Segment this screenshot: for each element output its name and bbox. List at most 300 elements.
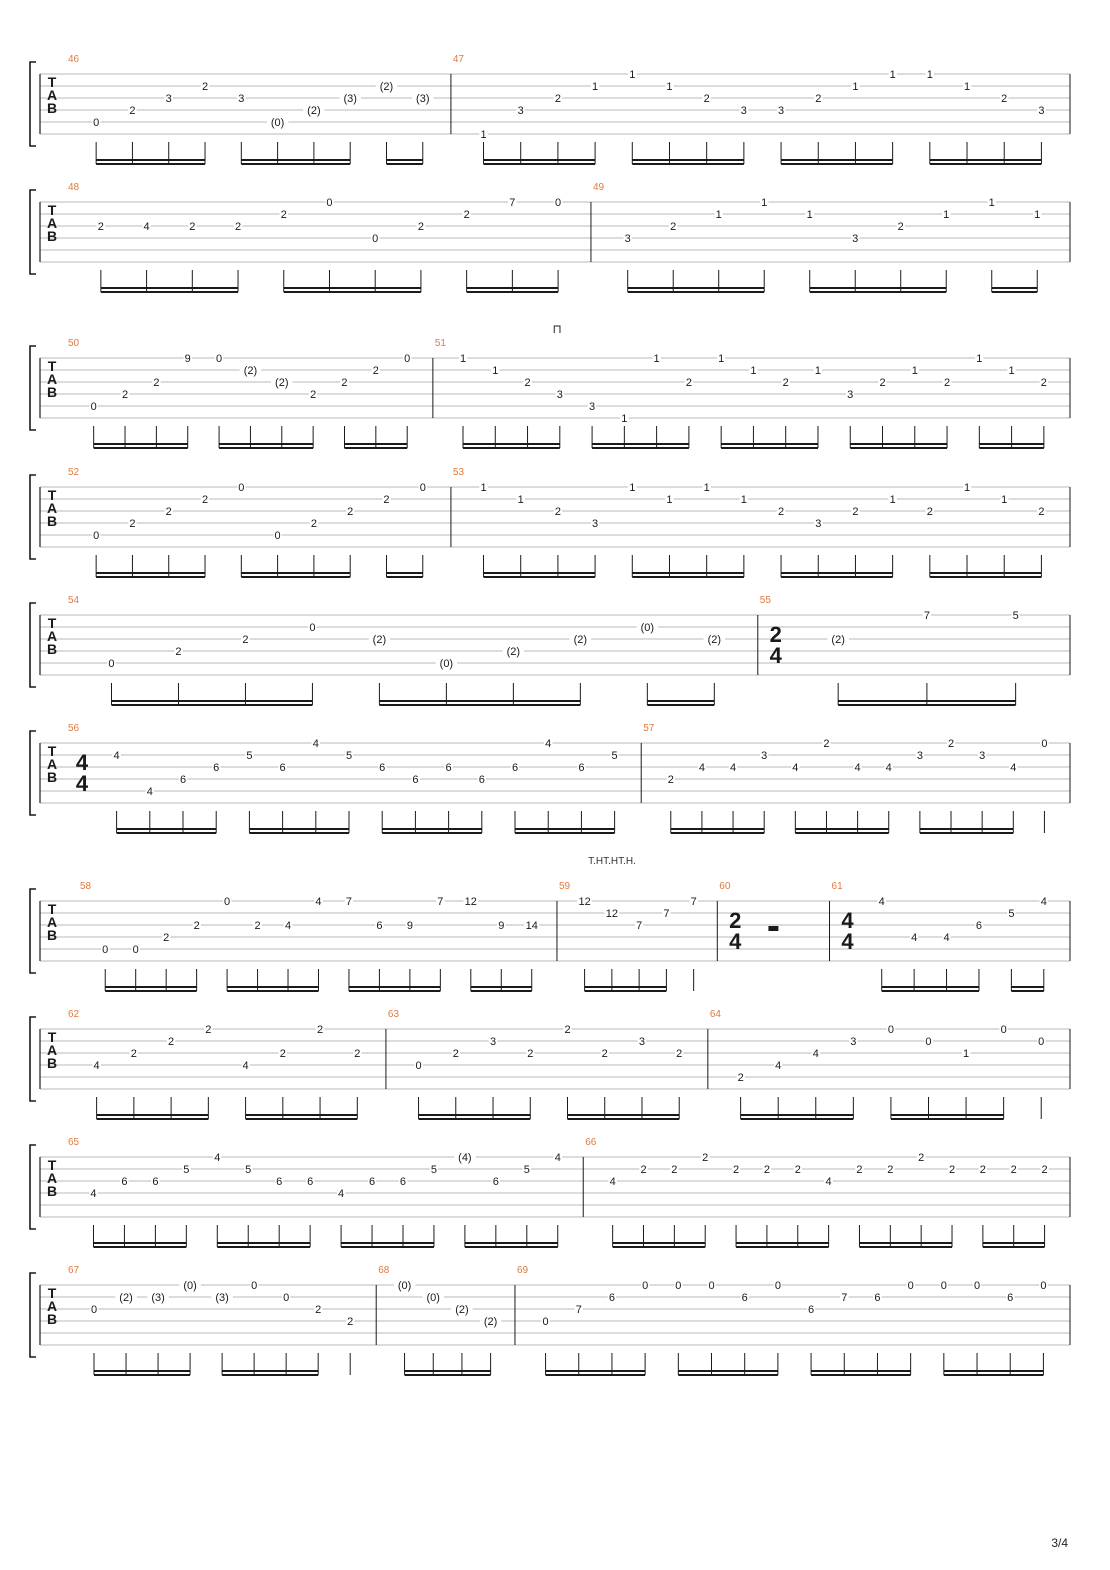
fret-number: 3	[740, 105, 747, 117]
tab-clef-letter: T	[47, 202, 57, 218]
fret-number: 4	[146, 786, 153, 798]
fret-number: 2	[205, 1024, 212, 1036]
fret-number: 3	[589, 401, 596, 413]
tab-clef-letter: A	[46, 500, 58, 516]
tab-clef-letter: A	[46, 1170, 58, 1186]
fret-number: 0	[372, 233, 379, 245]
fret-number: 2	[310, 389, 317, 401]
fret-number: 2	[310, 518, 317, 530]
fret-number: 3	[1038, 105, 1045, 117]
fret-number: 1	[666, 81, 673, 93]
measure-number: 47	[452, 54, 465, 65]
fret-number: 5	[183, 1164, 190, 1176]
fret-number: 0	[93, 530, 100, 542]
fret-number: (2)	[275, 377, 289, 389]
fret-number: 4	[315, 896, 322, 908]
fret-number: 0	[326, 197, 333, 209]
fret-number: 3	[761, 750, 768, 762]
fret-number: 2	[1010, 1164, 1017, 1176]
fret-number: 2	[279, 1048, 286, 1060]
tab-clef-letter: B	[46, 1311, 58, 1327]
fret-number: 1	[963, 1048, 970, 1060]
rest	[768, 926, 778, 931]
fret-number: 3	[979, 750, 986, 762]
staff-system	[30, 881, 1070, 991]
measure-number: 51	[434, 338, 446, 349]
fret-number: 3	[916, 750, 923, 762]
fret-number: 6	[213, 762, 220, 774]
fret-number: 2	[189, 221, 196, 233]
fret-number: 1	[718, 353, 725, 365]
fret-number: 2	[254, 920, 261, 932]
fret-number: 9	[498, 920, 505, 932]
measure-51	[433, 338, 1048, 448]
time-signature-bottom: 4	[729, 929, 742, 954]
measure-52	[68, 467, 427, 577]
systems-layer	[30, 54, 1070, 1375]
fret-number: 4	[1010, 762, 1017, 774]
tab-clef-letter: T	[47, 1029, 57, 1045]
fret-number: 2	[823, 738, 830, 750]
fret-number: 2	[554, 506, 561, 518]
tab-clef-letter: B	[46, 513, 58, 529]
fret-number: 4	[284, 920, 292, 932]
fret-number: 3	[238, 93, 245, 105]
fret-number: 5	[430, 1164, 438, 1176]
fret-number: 0	[251, 1280, 258, 1292]
fret-number: 4	[554, 1152, 561, 1164]
fret-number: 0	[940, 1280, 947, 1292]
fret-number: (0)	[183, 1280, 197, 1292]
fret-number: 2	[347, 1316, 354, 1328]
fret-number: 2	[129, 518, 136, 530]
fret-number: 2	[601, 1048, 608, 1060]
staff-system	[30, 338, 1070, 448]
fret-number: 1	[480, 482, 487, 494]
fret-number: 0	[774, 1280, 781, 1292]
fret-number: 1	[1008, 365, 1015, 377]
fret-number: 2	[341, 377, 348, 389]
measure-49	[591, 182, 1042, 292]
system-bracket	[30, 190, 36, 274]
fret-number: 2	[1040, 377, 1047, 389]
measure-number: 69	[516, 1265, 529, 1276]
measure-number: 46	[68, 54, 80, 65]
fret-number: 2	[1038, 506, 1045, 518]
fret-number: 0	[415, 1060, 422, 1072]
measure-68	[376, 1265, 501, 1375]
fret-number: 2	[926, 506, 933, 518]
fret-number: 2	[97, 221, 104, 233]
fret-number: 4	[609, 1176, 616, 1188]
fret-number: 0	[708, 1280, 715, 1292]
staff-system	[30, 1137, 1070, 1247]
fret-number: 3	[638, 1036, 646, 1048]
fret-number: 2	[153, 377, 160, 389]
fret-number: 0	[642, 1280, 649, 1292]
fret-number: 1	[943, 209, 950, 221]
fret-number: 4	[943, 932, 950, 944]
fret-number: 0	[274, 530, 281, 542]
fret-number: 1	[963, 81, 971, 93]
fret-number: 6	[376, 920, 383, 932]
fret-number: 5	[1012, 610, 1019, 622]
fret-number: 1	[629, 69, 636, 81]
fret-number: 0	[925, 1036, 932, 1048]
fret-number: 0	[224, 896, 231, 908]
fret-number: 0	[542, 1316, 549, 1328]
fret-number: 5	[611, 750, 618, 762]
fret-number: (0)	[426, 1292, 440, 1304]
fret-number: (2)	[379, 81, 394, 93]
fret-number: 0	[102, 944, 109, 956]
fret-number: 4	[792, 762, 799, 774]
fret-number: 1	[806, 209, 813, 221]
fret-number: 0	[887, 1024, 894, 1036]
fret-number: 0	[283, 1292, 290, 1304]
measure-number: 62	[68, 1009, 80, 1020]
system-bracket	[30, 1145, 36, 1229]
fret-number: 3	[852, 233, 859, 245]
technique-annotation: T.HT.HT.H.	[588, 856, 636, 867]
fret-number: 3	[777, 105, 785, 117]
fret-number: 6	[152, 1176, 159, 1188]
fret-number: 3	[556, 389, 563, 401]
fret-number: 1	[592, 81, 599, 93]
tab-clef-letter: A	[46, 756, 58, 772]
fret-number: 7	[437, 896, 444, 908]
fret-number: 5	[245, 1164, 252, 1176]
fret-number: 4	[878, 896, 885, 908]
fret-number: 6	[1007, 1292, 1014, 1304]
fret-number: 1	[889, 69, 896, 81]
fret-number: 6	[368, 1176, 376, 1188]
fret-number: 2	[201, 494, 209, 506]
fret-number: 7	[509, 197, 516, 209]
tab-clef-letter: A	[46, 1298, 58, 1314]
fret-number: 6	[492, 1176, 499, 1188]
time-signature-top: 2	[729, 908, 742, 933]
fret-number: 4	[825, 1176, 832, 1188]
fret-number: (2)	[307, 105, 321, 117]
fret-number: 1	[814, 365, 822, 377]
fret-number: 2	[685, 377, 692, 389]
fret-number: 5	[345, 750, 353, 762]
fret-number: 2	[887, 1164, 894, 1176]
fret-number: 2	[201, 81, 209, 93]
fret-number: 6	[279, 762, 286, 774]
measure-64	[708, 1009, 1046, 1119]
tab-clef-letter: T	[47, 487, 57, 503]
fret-number: 2	[564, 1024, 571, 1036]
fret-number: 4	[885, 762, 892, 774]
fret-number: 6	[379, 762, 386, 774]
fret-number: 6	[276, 1176, 283, 1188]
fret-number: 6	[511, 762, 519, 774]
measure-number: 66	[585, 1137, 597, 1148]
fret-number: 2	[372, 365, 379, 377]
measure-number: 50	[68, 338, 80, 349]
fret-number: (3)	[416, 93, 430, 105]
fret-number: 0	[238, 482, 245, 494]
fret-number: 1	[988, 197, 995, 209]
fret-number: 6	[608, 1292, 616, 1304]
fret-number: (2)	[573, 634, 588, 646]
fret-number: 0	[108, 658, 115, 670]
measure-61	[830, 881, 1049, 991]
fret-number: 4	[1040, 896, 1047, 908]
fret-number: 1	[459, 353, 467, 365]
fret-number: 2	[897, 221, 904, 233]
fret-number: 0	[1040, 1280, 1047, 1292]
fret-number: (0)	[640, 622, 655, 634]
fret-number: 1	[715, 209, 722, 221]
fret-number: 6	[975, 920, 983, 932]
measure-62	[68, 1009, 362, 1119]
fret-number: (2)	[506, 646, 521, 658]
fret-number: 7	[575, 1304, 582, 1316]
fret-number: 3	[850, 1036, 857, 1048]
measure-number: 53	[452, 467, 465, 478]
fret-number: 4	[854, 762, 861, 774]
fret-number: 0	[404, 353, 411, 365]
fret-number: 1	[629, 482, 636, 494]
tab-clef-letter: A	[46, 215, 58, 231]
fret-number: 2	[383, 494, 390, 506]
fret-number: 3	[165, 93, 172, 105]
measure-number: 48	[68, 182, 80, 193]
system-bracket	[30, 889, 36, 973]
fret-number: 4	[93, 1060, 100, 1072]
fret-number: (3)	[151, 1292, 165, 1304]
fret-number: 2	[163, 932, 170, 944]
fret-number: 2	[782, 377, 789, 389]
fret-number: 2	[130, 1048, 137, 1060]
tab-clef-letter: B	[46, 1055, 58, 1071]
fret-number: (2)	[483, 1316, 498, 1328]
tab-clef-letter: A	[46, 371, 58, 387]
fret-number: 1	[852, 81, 859, 93]
measure-number: 54	[68, 595, 80, 606]
fret-number: 2	[640, 1164, 647, 1176]
fret-number: 2	[234, 221, 242, 233]
staff-system	[30, 1265, 1070, 1375]
fret-number: 0	[555, 197, 562, 209]
fret-number: 12	[578, 896, 591, 908]
fret-number: 0	[216, 353, 223, 365]
fret-number: 9	[406, 920, 413, 932]
fret-number: 2	[794, 1164, 801, 1176]
fret-number: 2	[280, 209, 287, 221]
fret-number: 2	[676, 1048, 683, 1060]
system-bracket	[30, 1017, 36, 1101]
tab-clef-letter: T	[47, 615, 57, 631]
tab-clef-letter: B	[46, 228, 58, 244]
fret-number: 14	[525, 920, 538, 932]
fret-number: 6	[179, 774, 187, 786]
fret-number: 1	[963, 482, 971, 494]
tab-clef-letter: A	[46, 87, 58, 103]
tab-clef-letter: T	[47, 743, 57, 759]
tab-clef-letter: T	[47, 1285, 57, 1301]
measure-number: 61	[831, 881, 843, 892]
measure-number: 60	[719, 881, 731, 892]
fret-number: (2)	[243, 365, 258, 377]
measure-66	[583, 1137, 1049, 1247]
pick-stroke-icon: ⊓	[552, 322, 562, 336]
fret-number: 5	[1008, 908, 1015, 920]
fret-number: 3	[517, 105, 524, 117]
fret-number: 2	[315, 1304, 322, 1316]
fret-number: 0	[419, 482, 426, 494]
fret-number: 2	[452, 1048, 459, 1060]
time-signature-bottom: 4	[75, 771, 89, 796]
fret-number: 1	[653, 353, 660, 365]
fret-number: 12	[605, 908, 618, 920]
measure-54	[68, 595, 725, 705]
fret-number: 2	[242, 634, 249, 646]
tab-clef-letter: B	[46, 769, 58, 785]
page-number: 3/4	[1051, 1536, 1068, 1550]
measure-55	[758, 595, 1020, 705]
tab-clef-letter: B	[46, 641, 58, 657]
measure-56	[68, 723, 619, 833]
time-signature-top: 2	[769, 622, 782, 647]
fret-number: 6	[121, 1176, 128, 1188]
fret-number: 7	[663, 908, 670, 920]
tab-clef-letter: T	[47, 74, 57, 90]
tab-clef-letter: T	[47, 901, 57, 917]
measure-46	[68, 54, 434, 164]
fret-number: 2	[918, 1152, 925, 1164]
measure-48	[68, 182, 562, 292]
fret-number: 2	[165, 506, 172, 518]
fret-number: 2	[732, 1164, 740, 1176]
fret-number: 4	[775, 1060, 782, 1072]
fret-number: 1	[911, 365, 918, 377]
tab-clef-letter: A	[46, 914, 58, 930]
measure-number: 57	[643, 723, 655, 734]
fret-number: 9	[184, 353, 191, 365]
staff-system	[30, 723, 1070, 833]
fret-number: 4	[729, 762, 737, 774]
fret-number: 4	[242, 1060, 249, 1072]
fret-number: 2	[879, 377, 886, 389]
fret-number: 0	[1000, 1024, 1007, 1036]
measure-number: 67	[68, 1265, 80, 1276]
fret-number: 6	[412, 774, 419, 786]
fret-number: 0	[132, 944, 139, 956]
tab-clef-letter: B	[46, 384, 58, 400]
fret-number: 2	[168, 1036, 175, 1048]
fret-number: (3)	[215, 1292, 229, 1304]
measure-number: 49	[592, 182, 605, 193]
fret-number: 4	[698, 762, 705, 774]
staff-system	[30, 595, 1070, 705]
measure-number: 52	[68, 467, 80, 478]
fret-number: (2)	[372, 634, 387, 646]
fret-number: (2)	[455, 1304, 469, 1316]
fret-number: 2	[354, 1048, 361, 1060]
fret-number: (0)	[439, 658, 454, 670]
fret-number: 2	[1041, 1164, 1048, 1176]
staff-system	[30, 182, 1070, 292]
fret-number: (2)	[119, 1292, 133, 1304]
tab-clef-letter: A	[46, 1042, 58, 1058]
fret-number: 6	[874, 1292, 881, 1304]
fret-number: 4	[911, 932, 918, 944]
fret-number: 6	[399, 1176, 407, 1188]
fret-number: 2	[737, 1072, 744, 1084]
time-signature-bottom: 4	[769, 643, 782, 668]
measure-47	[451, 54, 1046, 164]
measure-number: 65	[68, 1137, 80, 1148]
fret-number: 2	[671, 1164, 678, 1176]
time-signature-bottom: 4	[841, 929, 854, 954]
fret-number: 1	[761, 197, 768, 209]
fret-number: 2	[670, 221, 677, 233]
staff-system	[30, 467, 1070, 577]
tab-clef-letter: T	[47, 1157, 57, 1173]
fret-number: 2	[948, 1164, 956, 1176]
fret-number: (0)	[270, 117, 285, 129]
fret-number: 0	[93, 117, 100, 129]
fret-number: 2	[763, 1164, 770, 1176]
fret-number: 2	[667, 774, 674, 786]
fret-number: 2	[193, 920, 200, 932]
fret-number: 2	[702, 1152, 709, 1164]
fret-number: 6	[741, 1292, 748, 1304]
fret-number: 0	[1038, 1036, 1045, 1048]
fret-number: 2	[1001, 93, 1008, 105]
measure-number: 64	[709, 1009, 721, 1020]
fret-number: 6	[478, 774, 485, 786]
fret-number: 2	[121, 389, 129, 401]
fret-number: 7	[345, 896, 353, 908]
tab-clef-letter: B	[46, 927, 58, 943]
fret-number: 0	[675, 1280, 682, 1292]
fret-number: 4	[812, 1048, 819, 1060]
fret-number: 2	[703, 93, 710, 105]
fret-number: (3)	[343, 93, 357, 105]
tab-clef-letter: A	[46, 628, 58, 644]
fret-number: 0	[1041, 738, 1048, 750]
fret-number: 4	[545, 738, 552, 750]
fret-number: 1	[666, 494, 673, 506]
measure-number: 58	[80, 881, 92, 892]
fret-number: 6	[307, 1176, 314, 1188]
measure-67	[68, 1265, 354, 1375]
fret-number: 2	[777, 506, 785, 518]
system-bracket	[30, 346, 36, 430]
staff-system	[30, 54, 1070, 164]
tab-clef-letter: B	[46, 100, 58, 116]
fret-number: 1	[621, 413, 628, 425]
fret-number: 3	[592, 518, 599, 530]
fret-number: 2	[856, 1164, 863, 1176]
fret-number: 6	[578, 762, 585, 774]
measure-number: 59	[558, 881, 571, 892]
fret-number: 2	[129, 105, 136, 117]
fret-number: 2	[524, 377, 531, 389]
fret-number: (2)	[831, 634, 845, 646]
fret-number: (2)	[707, 634, 722, 646]
system-bracket	[30, 62, 36, 146]
time-signature-top: 4	[75, 750, 89, 775]
fret-number: 0	[90, 401, 97, 413]
fret-number: 5	[523, 1164, 530, 1176]
system-bracket	[30, 603, 36, 687]
